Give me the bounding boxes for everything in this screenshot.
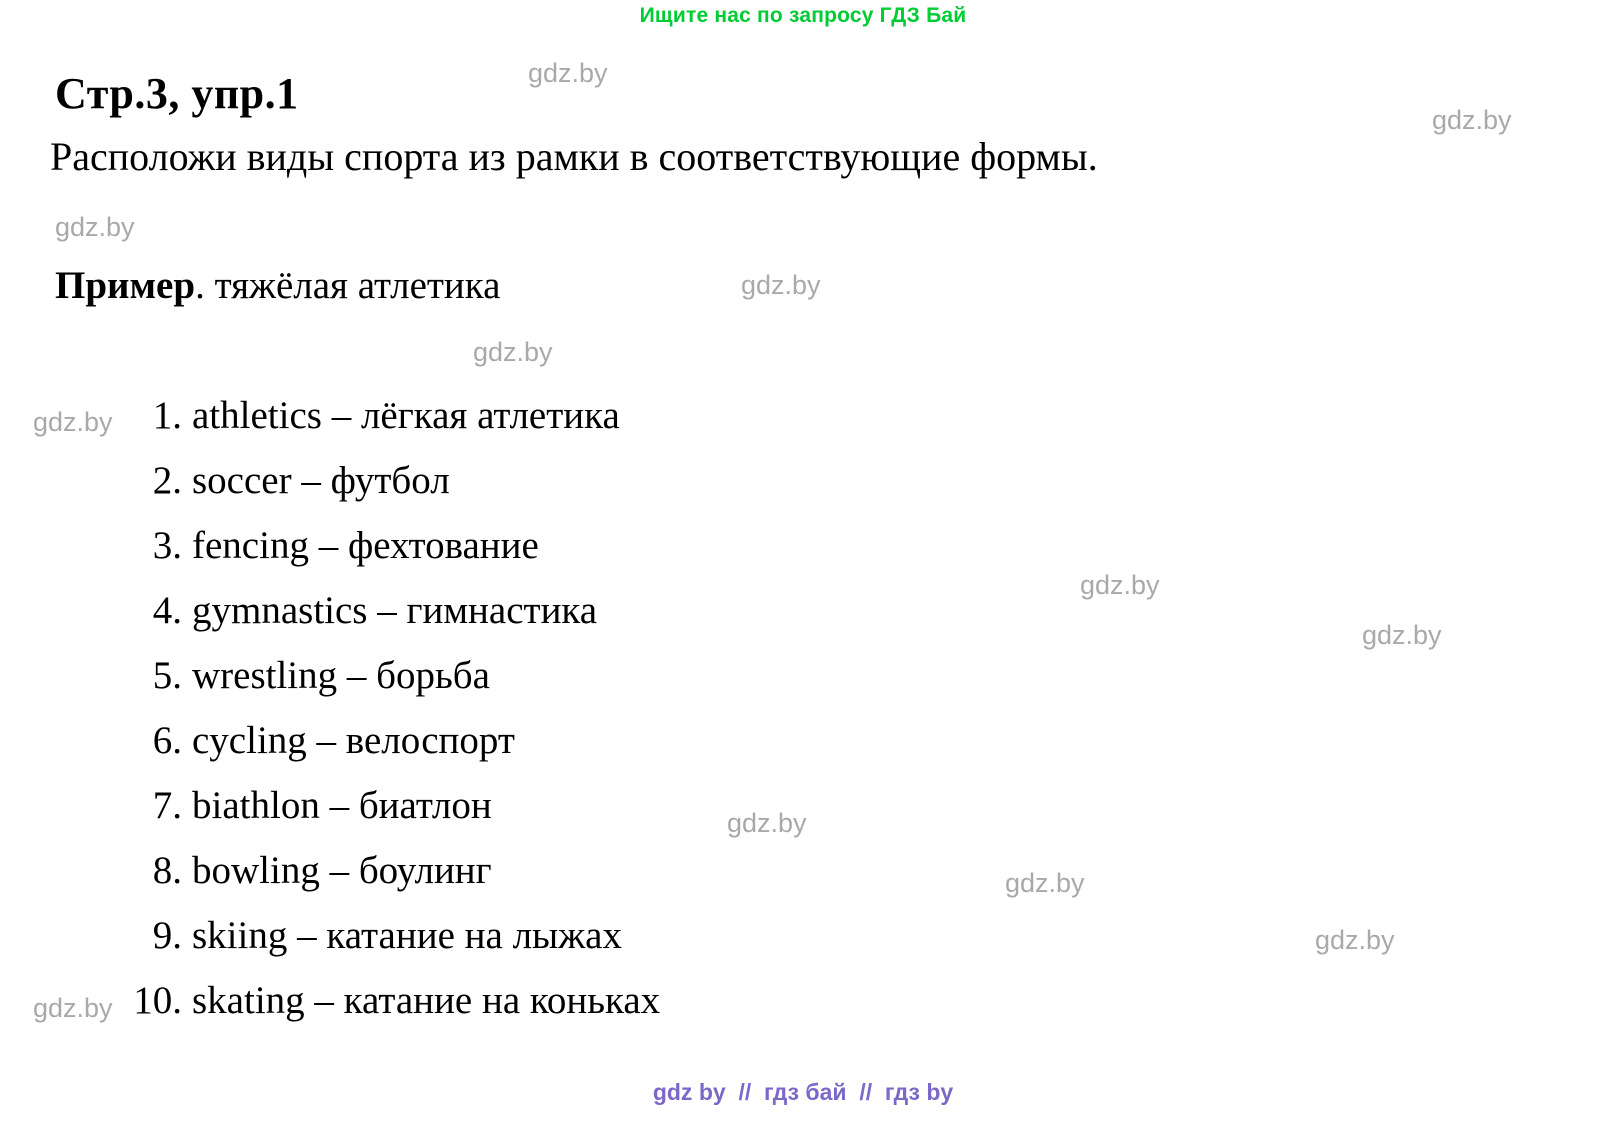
list-item	[110, 783, 660, 848]
watermark: gdz.by	[55, 212, 135, 242]
footer-link-gdz-by[interactable]: gdz by	[652, 1079, 726, 1105]
watermark: gdz.by	[528, 58, 608, 88]
list-item	[110, 458, 660, 523]
list-item-text: biathlon – биатлон	[192, 784, 492, 827]
footer-link-gdz-by-2[interactable]: гдз by	[884, 1079, 954, 1105]
list-item	[110, 393, 660, 458]
list-item-number: 6.	[152, 719, 182, 762]
answer-list	[110, 393, 660, 1043]
footer-links	[0, 1079, 1606, 1106]
list-item-text: cycling – велоспорт	[192, 719, 515, 762]
footer-separator: //	[725, 1079, 765, 1105]
footer-separator: //	[846, 1079, 885, 1105]
example-label: Пример	[55, 264, 196, 307]
list-item	[110, 588, 660, 653]
footer-link-gdz-bay[interactable]: гдз бай	[764, 1079, 847, 1105]
list-item-text: fencing – фехтование	[192, 524, 539, 567]
list-item-text: skiing – катание на лыжах	[192, 914, 622, 957]
list-item-text: bowling – боулинг	[192, 849, 492, 892]
example-line	[55, 263, 500, 308]
task-instruction: Расположи виды спорта из рамки в соответствующие формы.	[50, 134, 1098, 179]
watermark: gdz.by	[1315, 925, 1395, 955]
list-item-number: 2.	[152, 459, 182, 502]
watermark: gdz.by	[741, 270, 821, 300]
list-item-text: wrestling – борьба	[192, 654, 490, 697]
list-item-number: 7.	[152, 784, 182, 827]
list-item-text: athletics – лёгкая атлетика	[192, 394, 620, 437]
list-item	[110, 718, 660, 783]
list-item-number: 4.	[152, 589, 182, 632]
example-text: . тяжёлая атлетика	[195, 264, 501, 307]
list-item	[110, 978, 660, 1043]
list-item	[110, 913, 660, 978]
watermark: gdz.by	[33, 993, 113, 1023]
watermark: gdz.by	[473, 337, 553, 367]
watermark: gdz.by	[33, 407, 113, 437]
list-item	[110, 653, 660, 718]
watermark: gdz.by	[1005, 868, 1085, 898]
watermark: gdz.by	[727, 808, 807, 838]
list-item	[110, 523, 660, 588]
list-item-number: 9.	[152, 914, 182, 957]
list-item-text: skating – катание на коньках	[192, 979, 661, 1022]
list-item	[110, 848, 660, 913]
watermark: gdz.by	[1080, 570, 1160, 600]
list-item-number: 10.	[133, 979, 182, 1022]
list-item-number: 3.	[152, 524, 182, 567]
list-item-text: soccer – футбол	[192, 459, 450, 502]
promo-banner: Ищите нас по запросу ГДЗ Бай	[639, 4, 967, 27]
list-item-text: gymnastics – гимнастика	[192, 589, 598, 632]
list-item-number: 8.	[152, 849, 182, 892]
watermark: gdz.by	[1362, 620, 1442, 650]
page-title: Стр.3, упр.1	[55, 69, 299, 118]
list-item-number: 1.	[152, 394, 182, 437]
list-item-number: 5.	[152, 654, 182, 697]
watermark: gdz.by	[1432, 105, 1512, 135]
